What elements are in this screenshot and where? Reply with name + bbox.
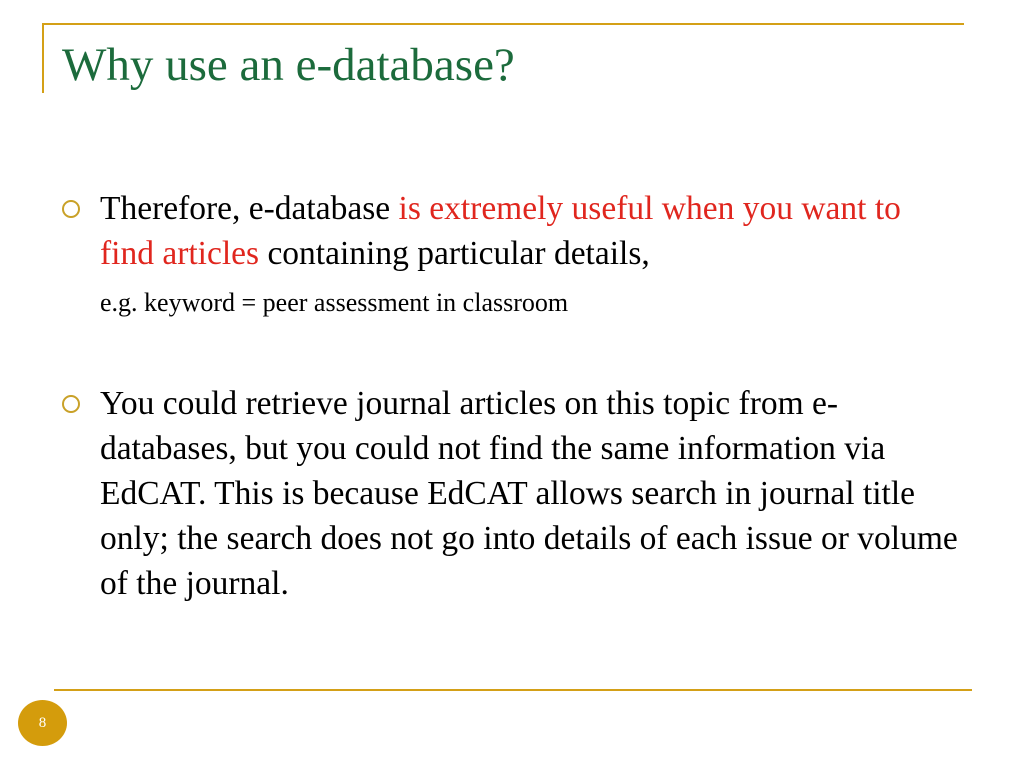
frame-left-line <box>42 23 44 93</box>
page-number-badge <box>18 700 67 746</box>
page-number: 8 <box>38 714 47 731</box>
bullet-text-highlight: is extremely useful when you want to find articles <box>100 190 901 272</box>
slide-content <box>62 186 962 606</box>
bullet-text-plain: containing particular details, <box>259 235 650 272</box>
slide-title: Why use an e-database? <box>62 39 515 91</box>
frame-top-line <box>42 23 964 25</box>
bullet-text-plain: Therefore, e-database <box>100 190 399 227</box>
bullet-text: You could retrieve journal articles on this topic from e-databases, but you could not find the same information via EdCAT. This is because EdCAT allows search in journal title only; the search does not go into details of each issue or volume of the journal. <box>100 385 958 602</box>
example-note: e.g. keyword = peer assessment in classroom <box>100 288 569 317</box>
frame-bottom-line <box>54 689 972 691</box>
hollow-circle-icon <box>62 395 80 413</box>
bullet-item <box>62 381 962 606</box>
bullet-item <box>62 186 962 321</box>
bullet-text <box>100 186 962 276</box>
hollow-circle-icon <box>62 200 80 218</box>
